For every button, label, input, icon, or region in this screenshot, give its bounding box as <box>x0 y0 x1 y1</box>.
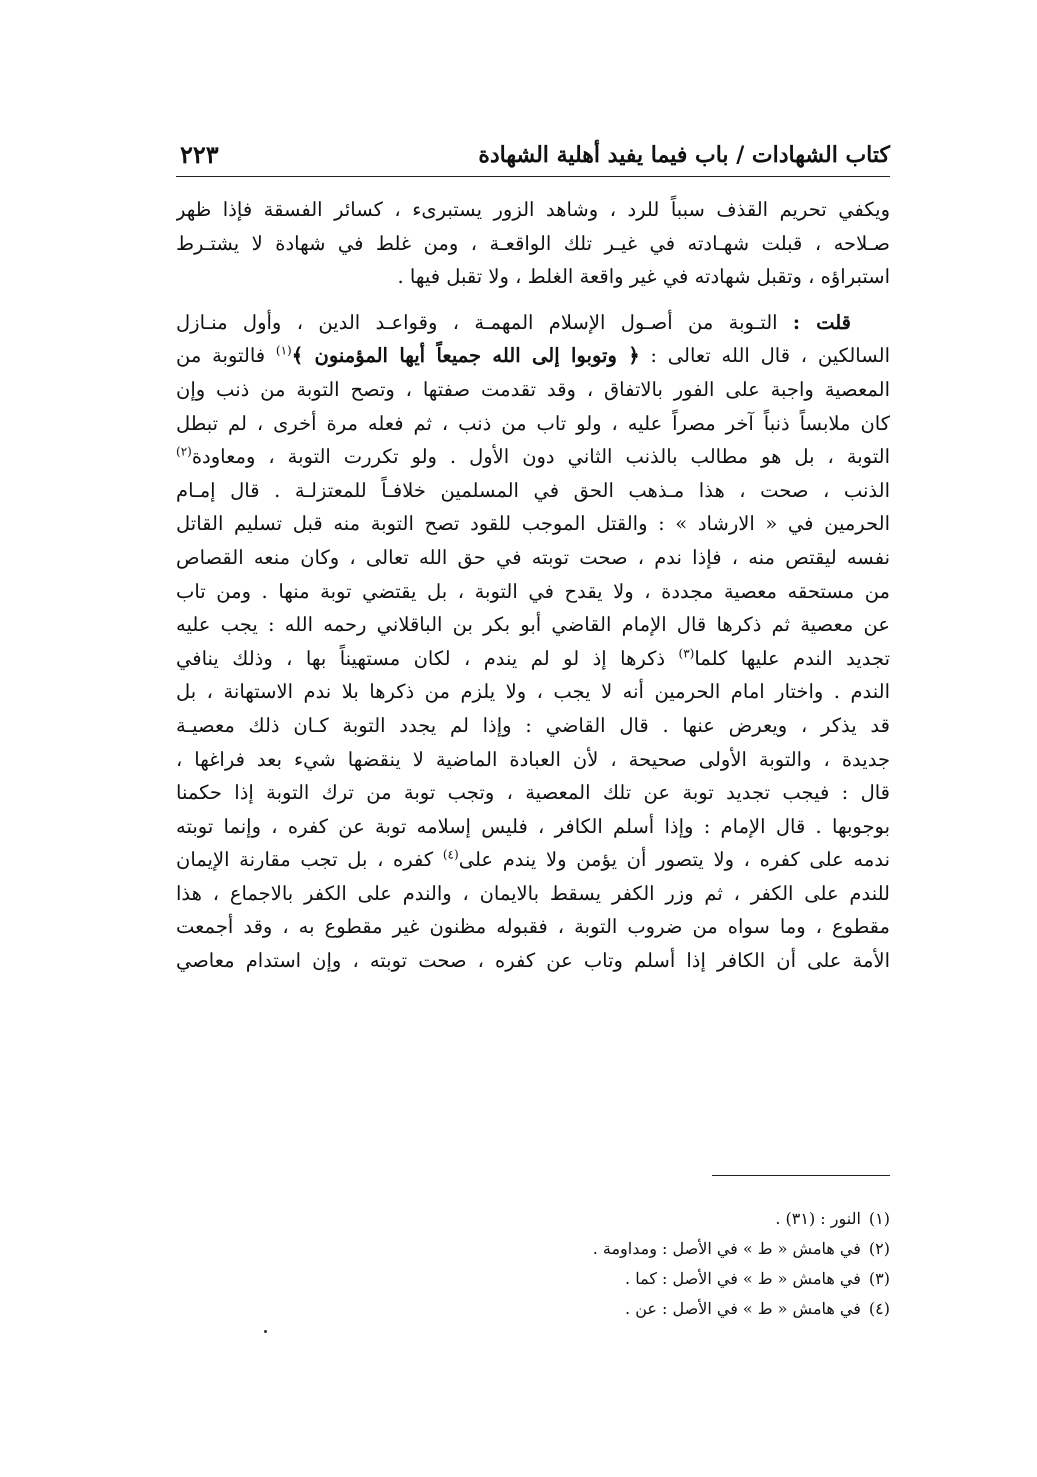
text-line: عن معصية ثم ذكرها قال الإمام القاضي أبو بكر بن الباقلاني رحمه الله : يجب عليه <box>176 613 890 637</box>
page-header <box>176 140 890 177</box>
text-run: تجديد الندم عليها كلما <box>694 646 890 670</box>
text-line: قال : فيجب تجديد توبة عن تلك المعصية ، وتجب توبة من ترك التوبة إذا حكمنا <box>176 781 890 805</box>
text-line <box>176 339 890 373</box>
text-line: كان ملابساً ذنباً آخر مصراً عليه ، ولو تاب من ذنب ، ثم فعله مرة أخرى ، لم تبطل <box>176 411 890 435</box>
quran-verse: ﴿ وتوبوا إلى الله جميعاً أيها المؤمنون ﴾ <box>291 344 640 368</box>
text-line <box>176 440 890 474</box>
text-line: المعصية واجبة على الفور بالاتفاق ، وقد تقدمت صفتها ، وتصح التوبة من ذنب وإن <box>176 377 890 401</box>
text-line: قد يذكر ، ويعرض عنها . قال القاضي : وإذا لم يجدد التوبة كـان ذلك معصيـة <box>176 713 890 737</box>
paragraph-lead: قلت : <box>792 310 851 334</box>
text-line: جديدة ، والتوبة الأولى صحيحة ، لأن العبادة الماضية لا ينقضها شيء بعد فراغها ، <box>176 747 890 771</box>
text-run: ذكرها إذ لو لم يندم ، لكان مستهيناً بها ، وذلك ينافي <box>176 646 679 670</box>
text-line: ويكفي تحريم القذف سبباً للرد ، وشاهد الزور يستبرىء ، كسائر الفسقة فإذا ظهر <box>176 198 890 221</box>
text-line <box>176 306 890 340</box>
footnote-text: في هامش « ط » في الأصل : عن . <box>625 1299 861 1318</box>
text-line: للندم على الكفر ، ثم وزر الكفر يسقط بالايمان ، والندم على الكفر بالاجماع ، هذا <box>176 881 890 905</box>
page-number: ٢٢٣ <box>180 140 219 169</box>
footnote-3 <box>176 1264 890 1294</box>
main-text <box>176 193 890 978</box>
footnote-4 <box>176 1294 890 1324</box>
text-line: الذنب ، صحت ، هذا مـذهب الحق في المسلمين خلافـاً للمعتزلـة . قال إمـام <box>176 478 890 502</box>
footnote-number: (١) <box>868 1209 890 1228</box>
text-run: التوبة ، بل هو مطالب بالذنب الثاني دون الأول . ولو تكررت التوبة ، ومعاودة <box>191 445 890 469</box>
footnote-1 <box>176 1204 890 1234</box>
footnote-text: في هامش « ط » في الأصل : ومداومة . <box>592 1239 861 1258</box>
footnote-divider <box>712 1175 890 1176</box>
text-line: الأمة على أن الكافر إذا أسلم وتاب عن كفره ، صحت توبته ، وإن استدام معاصي <box>176 949 890 973</box>
footnote-ref-4[interactable]: (٤) <box>442 847 459 862</box>
text-line: استبراؤه ، وتقبل شهادته في غير واقعة الغلط ، ولا تقبل فيها . <box>397 265 890 289</box>
text-run: كفره ، بل تجب مقارنة الإيمان <box>176 848 443 872</box>
paragraph-2 <box>176 306 890 978</box>
text-run: السالكين ، قال الله تعالى : <box>639 344 890 368</box>
paragraph-1 <box>176 193 890 294</box>
text-run: التـوبة من أصـول الإسلام المهمـة ، وقواعـد الدين ، وأول منـازل <box>176 310 793 334</box>
footnotes <box>176 1204 890 1324</box>
text-line: مقطوع ، وما سواه من ضروب التوبة ، فقبوله مظنون غير مقطوع به ، وقد أجمعت <box>176 915 890 939</box>
footnote-ref-3[interactable]: (٣) <box>678 646 695 661</box>
footnote-text: النور : (٣١) . <box>775 1209 861 1228</box>
running-head: كتاب الشهادات / باب فيما يفيد أهلية الشهادة <box>478 142 890 168</box>
footnote-number: (٤) <box>868 1299 890 1318</box>
text-run: ندمه على كفره ، ولا يتصور أن يؤمن ولا يندم على <box>458 848 890 872</box>
text-line <box>176 642 890 676</box>
text-line: بوجوبها . قال الإمام : وإذا أسلم الكافر ، فليس إسلامه توبة عن كفره ، وإنما توبته <box>176 814 890 838</box>
footnote-text: في هامش « ط » في الأصل : كما . <box>625 1269 861 1288</box>
footnote-number: (٣) <box>868 1269 890 1288</box>
text-line: صـلاحه ، قبلت شهـادته في غيـر تلك الواقعـة ، ومن غلط في شهادة لا يشتـرط <box>176 231 890 255</box>
text-line: من مستحقه معصية مجددة ، ولا يقدح في التوبة ، بل يقتضي توبة منها . ومن تاب <box>176 579 890 603</box>
footnote-2 <box>176 1234 890 1264</box>
text-line <box>176 843 890 877</box>
scan-speck <box>264 1330 267 1333</box>
footnote-ref-1[interactable]: (١) <box>275 343 292 358</box>
footnote-number: (٢) <box>868 1239 890 1258</box>
footnote-ref-2[interactable]: (٢) <box>176 444 192 459</box>
text-run: فالتوبة من <box>176 344 276 368</box>
text-line: الحرمين في « الارشاد » : والقتل الموجب للقود تصح التوبة منه قبل تسليم القاتل <box>176 512 890 536</box>
text-line: الندم . واختار امام الحرمين أنه لا يجب ، ولا يلزم من ذكرها بلا ندم الاستهانة ، بل <box>176 680 890 704</box>
text-line: نفسه ليقتص منه ، فإذا ندم ، صحت توبته في حق الله تعالى ، وكان منعه القصاص <box>176 545 890 569</box>
